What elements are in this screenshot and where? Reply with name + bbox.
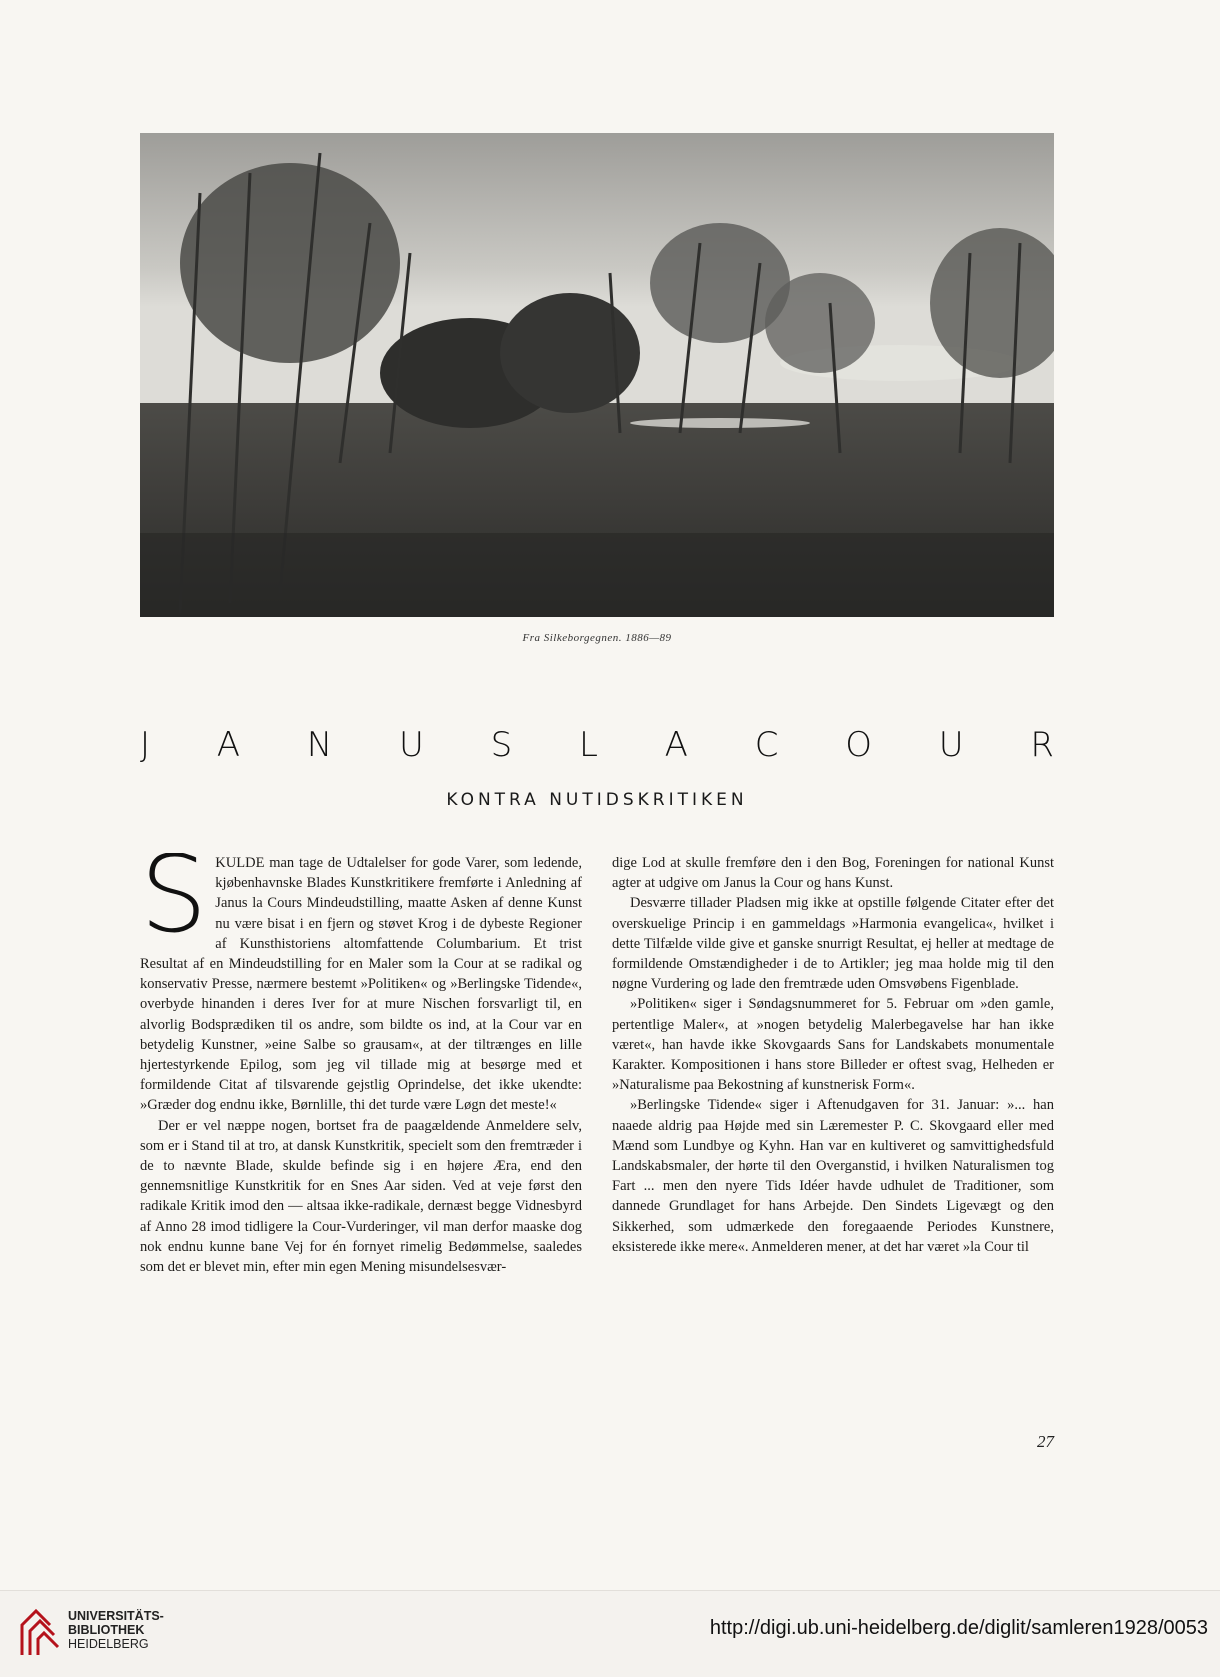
library-name — [68, 1609, 164, 1651]
library-name-line: BIBLIOTHEK — [68, 1623, 145, 1637]
title-letter: R — [1030, 725, 1054, 765]
article-subtitle: KONTRA NUTIDSKRITIKEN — [446, 790, 748, 810]
figure-caption: Fra Silkeborgegnen. 1886—89 — [522, 632, 672, 644]
paragraph: »Politiken« siger i Søndagsnummeret for 5. Februar om »den gamle, pertentlige Maler«, at »nogen betydelig Malerbegavelse har han ikke været«, han havde ikke Skovgaards Sans for Landskabets monumentale Karakter. Kompositionen i hans store Billeder er oftest svag, Helheden er »Naturalisme paa Bekostning af kunstnerisk Form«. — [612, 996, 1054, 1094]
column-right — [612, 853, 1054, 1440]
paragraph: »Berlingske Tidende« siger i Aftenudgaven for 31. Januar: »... han naaede aldrig paa Højde med sin Læremester P. C. Skovgaard eller med Mænd som Lundbye og Kyhn. Han var en kultiveret og samvittighedsfuld Landskabsmaler, der hørte til den Overganstid, i hvilken Naturalismen tog Fart ... men den nyere Tids Idéer havde udhulet de Traditioner, som dannede Grundlaget for hans Arbejde. Den Sindets Ligevægt og den Sikkerhed, som udmærkede den foregaaende Periodes Kunstnere, eksisterede ikke mere«. Anmelderen mener, at det har været »la Cour til — [612, 1097, 1054, 1255]
drop-cap: S — [140, 853, 208, 956]
column-left — [140, 853, 582, 1440]
page-number: 27 — [1037, 1432, 1054, 1451]
library-footer — [0, 1590, 1220, 1677]
paragraph: Der er vel næppe nogen, bortset fra de paagældende Anmeldere selv, som er i Stand til at tro, at dansk Kunstkritik, specielt som den fremtræder i de to nævnte Blade, skulde befinde sig i en højere Æra, end den gennemsnitlige Kunstkritik for en Snes Aar siden. Ved at veje først den radikale Kritik imod den — altsaa ikke-radikale, dernæst begge Vidnesbyrd af Anno 28 imod tidligere la Cour-Vurderinger, vil man derfor maaske dog nok endnu kunne bane Vej for én fornyet rimelig Bedømmelse, saaledes som det er blevet min, efter min egen Mening misundelsesvær- — [140, 1117, 582, 1276]
title-letter: L — [578, 725, 598, 765]
paragraph: Desværre tillader Pladsen mig ikke at opstille følgende Citater efter det overskuelige Princip i en gammeldags »Harmonia evangelica«, hvilket i dette Tilfælde vilde give et ganske snurrigt Resultat, ej heller at medtage de formildende Omstændigheder i de to Artikler; jeg maa holde mig til den nøgne Vurdering og lade den fremtræde uden Omsvøbens Figenblade. — [612, 895, 1054, 993]
title-letter: O — [845, 725, 872, 765]
article-body — [140, 853, 1054, 1440]
paragraph-text: KULDE man tage de Udtalelser for gode Varer, som ledende, kjøbenhavnske Blades Kunstkritikere fremførte i Anledning af Janus la Cours Mindeudstilling, maatte Asken af denne Kunst nu være bisat i en fjern og støvet Krog i de dybeste Regioner af Kunsthistoriens altomfattende Columbarium. Et trist Resultat af en Mindeudstilling for en Maler som la Cour at se radikal og konservativ Presse, nærmere bestemt »Politiken« og »Berlingske Tidende«, overbyde hinanden i deres Iver for at mure Nischen forsvarligt til, en alvorlig Bodsprædiken til os andre, som bildte os ind, at la Cour var en betydelig Kunstner, »eine Salbe so grausam«, at der tiltrænges en lille hjertestyrkende Epilog, som jeg vil tillade mig at besørge med et formildende Citat af tilsvarende gejstlig Oprindelse, det ikke ukendte: »Græder dog endnu ikke, Børnlille, thi det turde være Løgn det meste!« — [140, 855, 582, 1114]
library-name-line: UNIVERSITÄTS- — [68, 1609, 164, 1623]
title-letter: A — [664, 725, 688, 765]
paragraph — [140, 853, 582, 1116]
paragraph: dige Lod at skulle fremføre den i den Bog, Foreningen for national Kunst agter at udgive om Janus la Cour og hans Kunst. — [612, 855, 1054, 892]
title-letter: J — [140, 725, 151, 765]
library-name-line: HEIDELBERG — [68, 1637, 149, 1651]
landscape-image — [140, 133, 1054, 617]
landscape-painting — [140, 133, 1054, 617]
title-letter: C — [754, 725, 779, 765]
title-letter: A — [216, 725, 241, 765]
source-url-link[interactable]: http://digi.ub.uni-heidelberg.de/diglit/samleren1928/0053 — [709, 1617, 1208, 1639]
title-letter: S — [490, 725, 513, 765]
title-letter: U — [398, 725, 424, 765]
university-library-logo-icon — [14, 1603, 64, 1659]
title-letter: U — [938, 725, 964, 765]
title-letter: N — [306, 725, 333, 765]
article-title — [140, 725, 1054, 765]
